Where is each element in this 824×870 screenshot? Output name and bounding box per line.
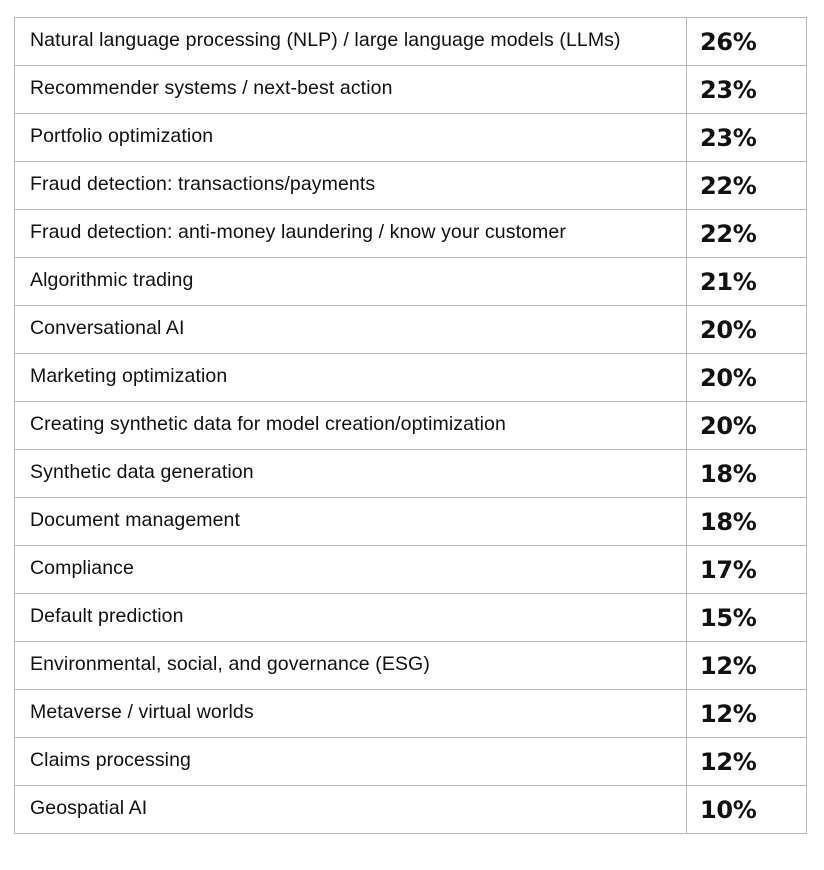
row-value: 12% bbox=[687, 738, 807, 786]
row-value: 26% bbox=[687, 18, 807, 66]
row-value: 10% bbox=[687, 786, 807, 834]
table-row bbox=[15, 18, 807, 66]
row-label: Conversational AI bbox=[15, 306, 687, 354]
row-value: 20% bbox=[687, 306, 807, 354]
row-value: 12% bbox=[687, 690, 807, 738]
table-row bbox=[15, 690, 807, 738]
table-row bbox=[15, 162, 807, 210]
table-row bbox=[15, 402, 807, 450]
row-value: 17% bbox=[687, 546, 807, 594]
row-label: Creating synthetic data for model creation/optimization bbox=[15, 402, 687, 450]
table-row bbox=[15, 306, 807, 354]
row-value: 12% bbox=[687, 642, 807, 690]
table-row bbox=[15, 546, 807, 594]
row-value: 20% bbox=[687, 354, 807, 402]
row-value: 20% bbox=[687, 402, 807, 450]
table-row bbox=[15, 642, 807, 690]
row-value: 23% bbox=[687, 114, 807, 162]
row-label: Synthetic data generation bbox=[15, 450, 687, 498]
table-row bbox=[15, 66, 807, 114]
row-label: Recommender systems / next-best action bbox=[15, 66, 687, 114]
table-body bbox=[15, 18, 807, 834]
row-value: 21% bbox=[687, 258, 807, 306]
row-label: Document management bbox=[15, 498, 687, 546]
row-value: 22% bbox=[687, 210, 807, 258]
row-label: Marketing optimization bbox=[15, 354, 687, 402]
table-row bbox=[15, 498, 807, 546]
row-value: 18% bbox=[687, 450, 807, 498]
row-value: 23% bbox=[687, 66, 807, 114]
row-label: Claims processing bbox=[15, 738, 687, 786]
row-value: 18% bbox=[687, 498, 807, 546]
row-label: Environmental, social, and governance (ESG) bbox=[15, 642, 687, 690]
row-label: Geospatial AI bbox=[15, 786, 687, 834]
row-value: 15% bbox=[687, 594, 807, 642]
data-table bbox=[14, 17, 807, 834]
table-row bbox=[15, 258, 807, 306]
table-row bbox=[15, 354, 807, 402]
row-value: 22% bbox=[687, 162, 807, 210]
row-label: Fraud detection: transactions/payments bbox=[15, 162, 687, 210]
row-label: Compliance bbox=[15, 546, 687, 594]
row-label: Metaverse / virtual worlds bbox=[15, 690, 687, 738]
table-row bbox=[15, 786, 807, 834]
row-label: Natural language processing (NLP) / large language models (LLMs) bbox=[15, 18, 687, 66]
row-label: Default prediction bbox=[15, 594, 687, 642]
table-row bbox=[15, 594, 807, 642]
table-row bbox=[15, 450, 807, 498]
row-label: Portfolio optimization bbox=[15, 114, 687, 162]
row-label: Fraud detection: anti-money laundering / know your customer bbox=[15, 210, 687, 258]
row-label: Algorithmic trading bbox=[15, 258, 687, 306]
table-row bbox=[15, 738, 807, 786]
table-row bbox=[15, 114, 807, 162]
table-row bbox=[15, 210, 807, 258]
